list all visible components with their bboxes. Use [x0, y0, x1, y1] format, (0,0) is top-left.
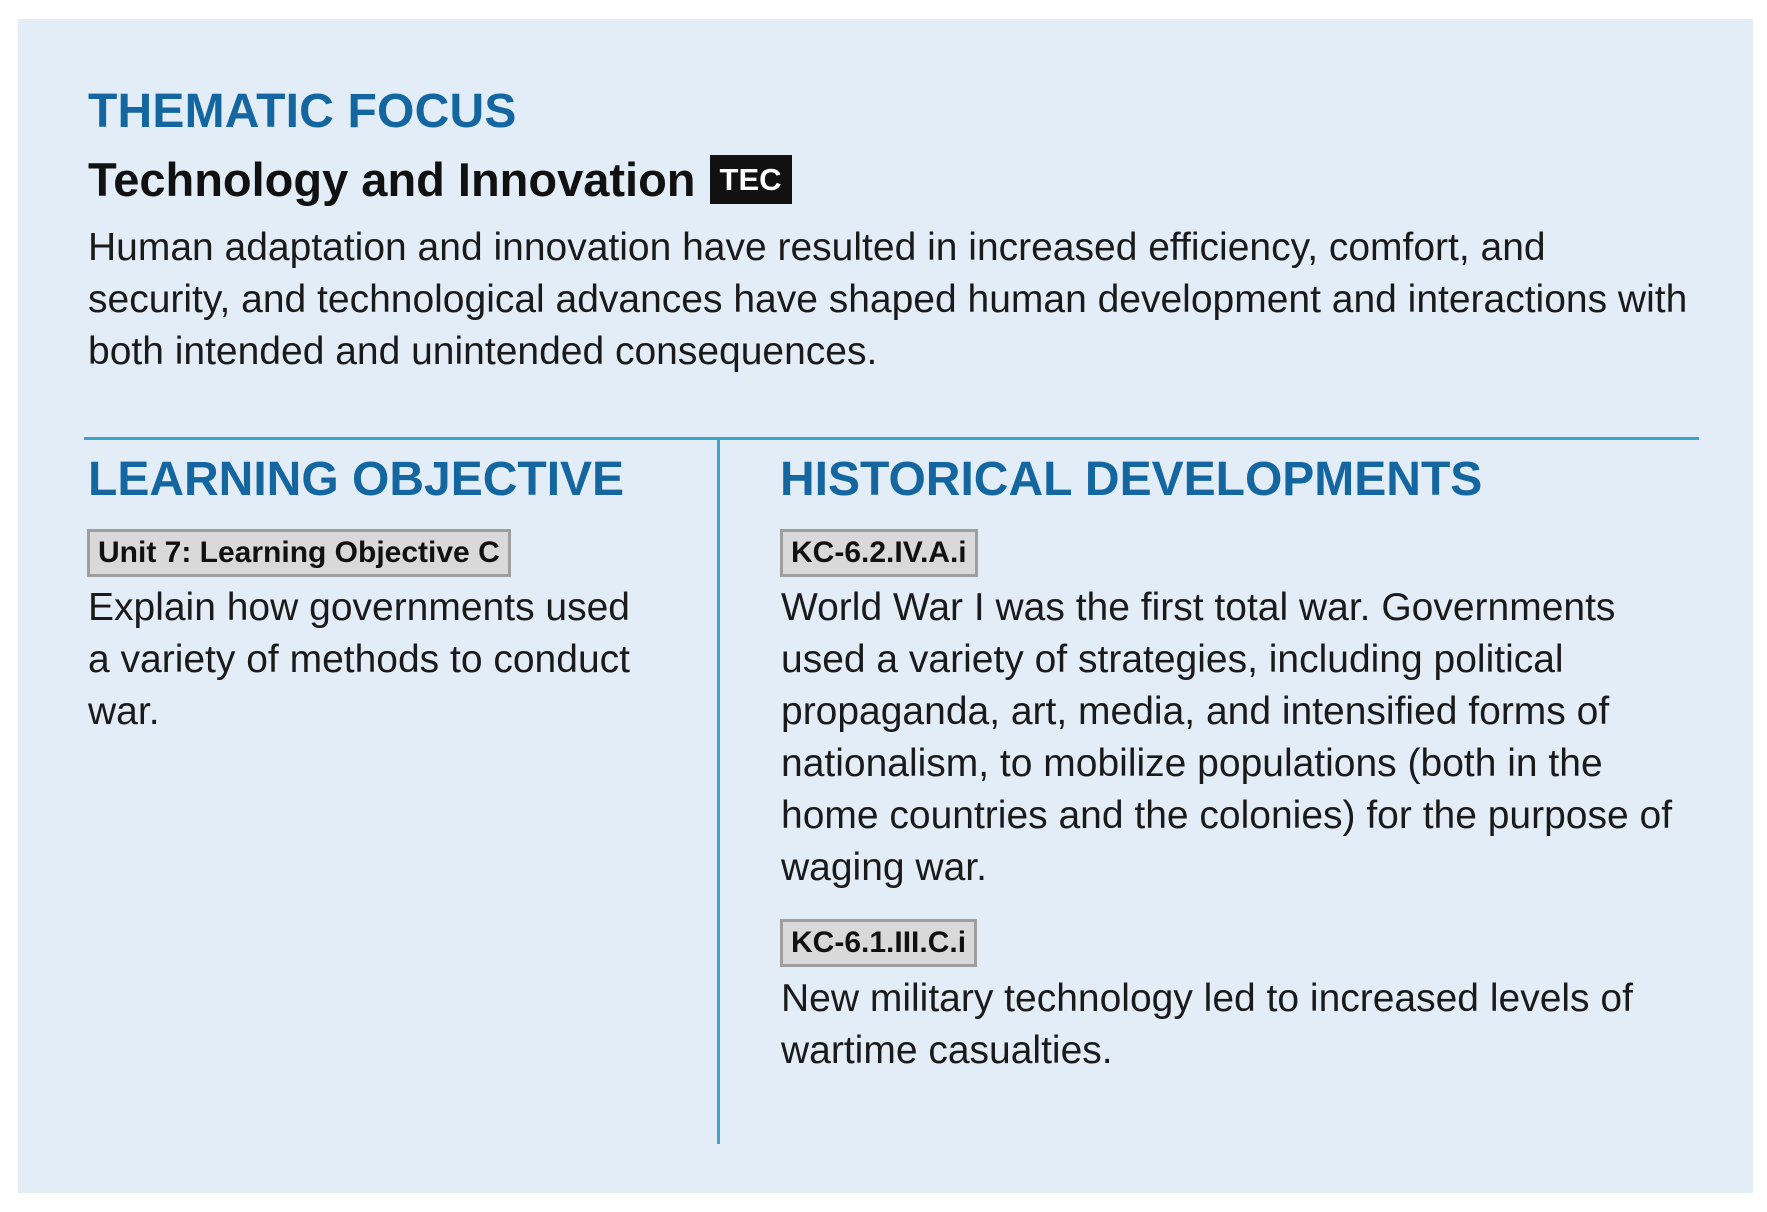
learning-objective-text: Explain how governments used a variety of methods to conduct war. [88, 586, 630, 733]
theme-badge: TEC [710, 155, 792, 204]
theme-description: Human adaptation and innovation have resulted in increased efficiency, comfort, and security, and technological advances have shaped human development and interactions with both intended and unintended consequences. [88, 226, 1688, 373]
theme-title: Technology and Innovation [88, 153, 696, 206]
learning-objective-heading: LEARNING OBJECTIVE [88, 453, 625, 506]
learning-objective-tag: Unit 7: Learning Objective C [87, 529, 511, 577]
historical-development-text: New military technology led to increased levels of wartime casualties. [781, 977, 1633, 1072]
historical-development-tag: KC-6.1.III.C.i [780, 919, 977, 967]
thematic-focus-heading: THEMATIC FOCUS [88, 85, 517, 138]
section-divider-horizontal [84, 437, 1699, 440]
historical-developments-heading: HISTORICAL DEVELOPMENTS [780, 453, 1483, 506]
column-divider-vertical [717, 439, 720, 1144]
historical-development-text: World War I was the first total war. Governments used a variety of strategies, including political propaganda, art, media, and intensified forms of nationalism, to mobilize populations (both in the home countries and the colonies) for the purpose of waging war. [781, 586, 1673, 889]
thematic-focus-panel [18, 19, 1753, 1193]
theme-title-row [88, 152, 792, 207]
historical-development-tag: KC-6.2.IV.A.i [780, 529, 978, 577]
